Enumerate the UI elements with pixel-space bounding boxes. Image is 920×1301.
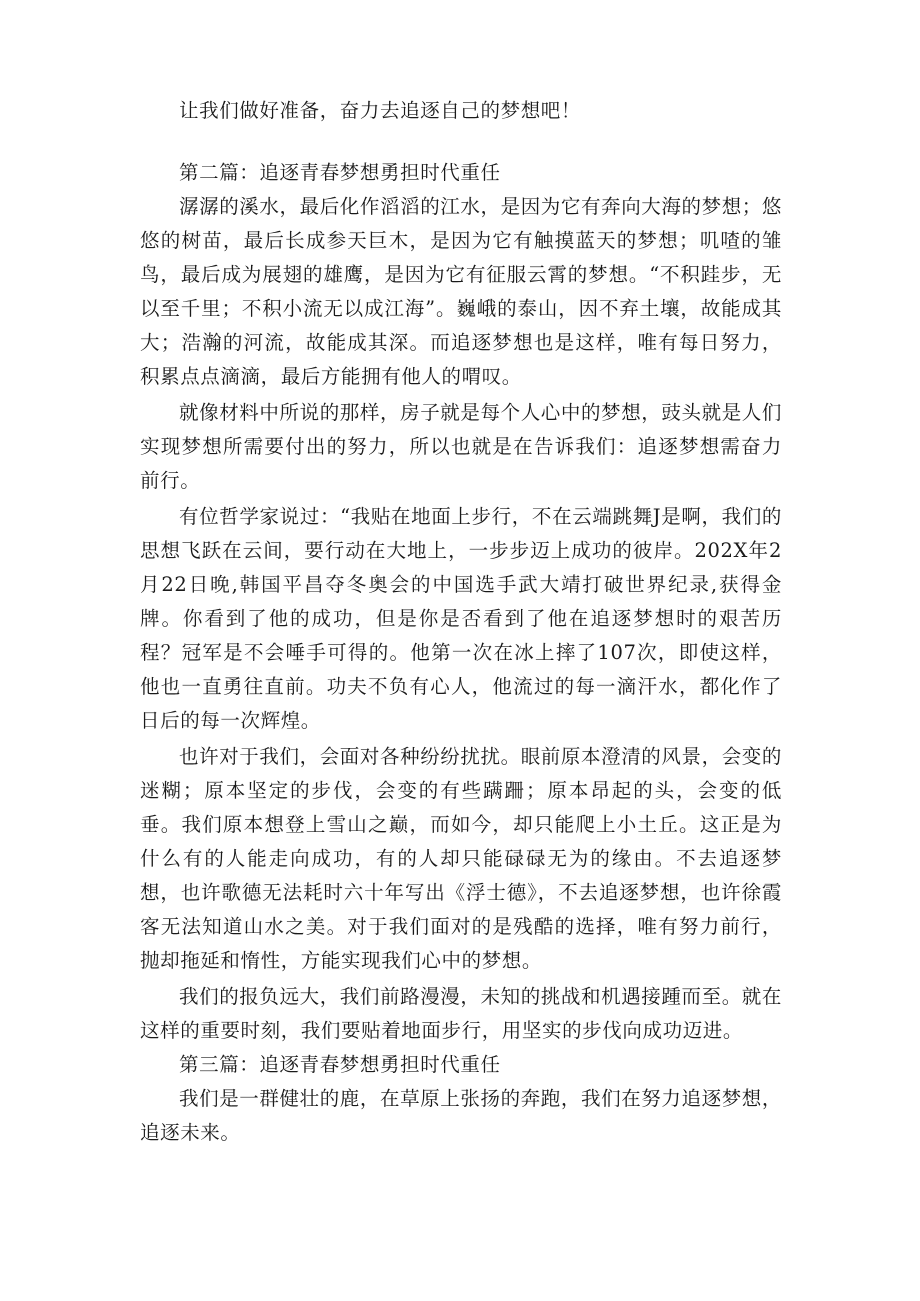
document-body bbox=[140, 94, 782, 1150]
section-3-title: 第三篇：追逐青春梦想勇担时代重任 bbox=[179, 1053, 501, 1076]
section-2-paragraph-4: 也许对于我们，会面对各种纷纷扰扰。眼前原本澄清的风景，会变的迷糊；原本坚定的步伐，会变的有些蹒跚；原本昂起的头，会变的低垂。我们原本想登上雪山之巅，而如今，却只能爬上小土丘。这正是为什么有的人能走向成功，有的人却只能碌碌无为的缘由。不去追逐梦想，也许歌德无法耗时六十年写出《浮士德》，不去追逐梦想，也许徐霞客无法知道山水之美。对于我们面对的是残酷的选择，唯有努力前行，抛却拖延和惰性，方能实现我们心中的梦想。 bbox=[140, 745, 783, 972]
section-3-paragraph-1: 我们是一群健壮的鹿，在草原上张扬的奔跑，我们在努力追逐梦想，追逐未来。 bbox=[140, 1087, 783, 1144]
section-2-paragraph-3: 有位哲学家说过：“我贴在地面上步行，不在云端跳舞J是啊，我们的思想飞跃在云间，要行动在大地上，一步步迈上成功的彼岸。202X年2月22日晚,韩国平昌夺冬奥会的中国选手武大靖打破世界纪录,获得金牌。你看到了他的成功，但是你是否看到了他在追逐梦想时的艰苦历程？冠军是不会唾手可得的。他第一次在冰上摔了107次，即使这样，他也一直勇往直前。功夫不负有心人，他流过的每一滴汗水，都化作了日后的每一次辉煌。 bbox=[140, 505, 782, 732]
section-2-paragraph-2: 就像材料中所说的那样，房子就是每个人心中的梦想，豉头就是人们实现梦想所需要付出的努力，所以也就是在告诉我们：追逐梦想需奋力前行。 bbox=[140, 401, 783, 492]
paragraph-gap bbox=[140, 128, 782, 156]
section-2-title: 第二篇：追逐青春梦想勇担时代重任 bbox=[179, 161, 501, 184]
section-2-paragraph-1: 潺潺的溪水，最后化作滔滔的江水，是因为它有奔向大海的梦想；悠悠的树苗，最后长成参天巨木，是因为它有触摸蓝天的梦想；叽喳的雏鸟，最后成为展翅的雄鹰，是因为它有征服云霄的梦想。“不积跬步，无以至千里；不积小流无以成江海”。巍峨的泰山，因不弃土壤，故能成其大；浩瀚的河流，故能成其深。而追逐梦想也是这样，唯有每日努力，积累点点滴滴，最后方能拥有他人的喟叹。 bbox=[140, 195, 783, 388]
intro-line: 让我们做好准备，奋力去追逐自己的梦想吧！ bbox=[179, 99, 582, 122]
section-2-paragraph-5: 我们的报负远大，我们前路漫漫，未知的挑战和机遇接踵而至。就在这样的重要时刻，我们要贴着地面步行，用坚实的步伐向成功迈进。 bbox=[140, 985, 783, 1042]
